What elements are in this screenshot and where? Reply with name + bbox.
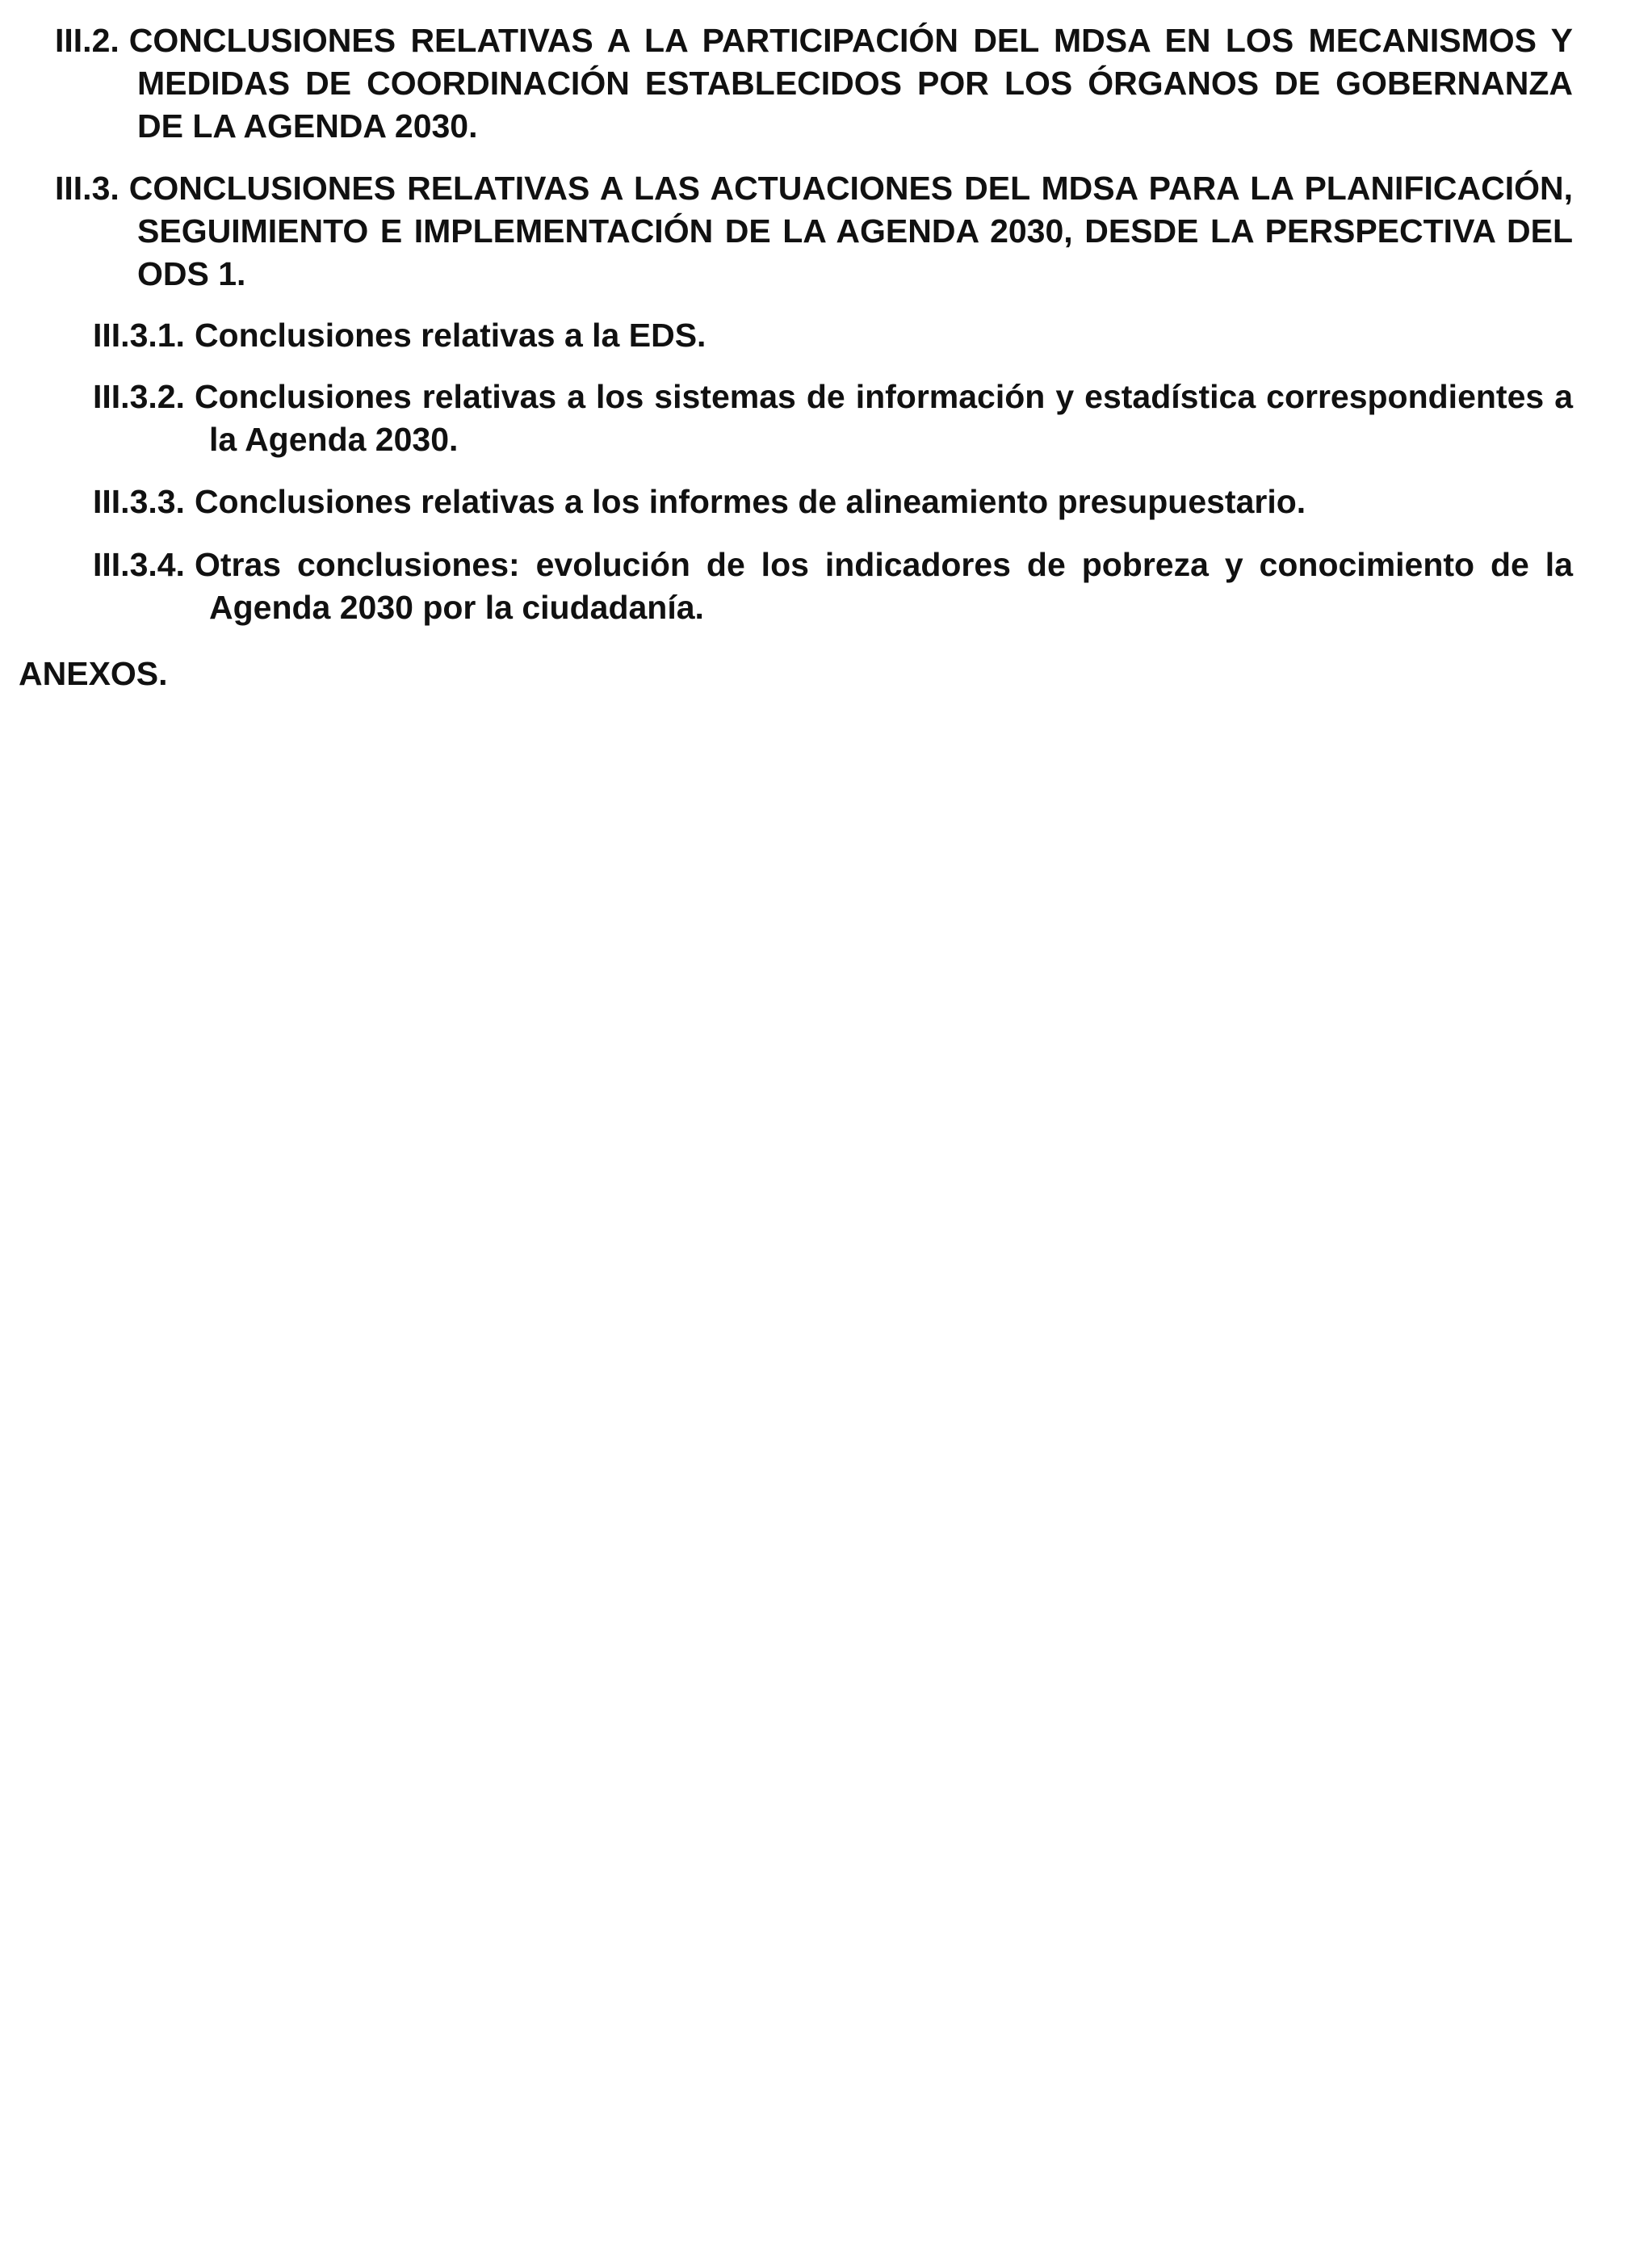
toc-item-iii-3-3 bbox=[93, 481, 1573, 523]
toc-item-iii-3 bbox=[55, 167, 1573, 296]
toc-item-text: CONCLUSIONES RELATIVAS A LAS ACTUACIONES DEL MDSA PARA LA PLANIFICACIÓN, SEGUIMIENTO E IMPLEMENTACIÓN DE LA AGENDA 2030, DESDE LA PERSPECTIVA DEL ODS 1. bbox=[128, 170, 1573, 292]
toc-item-text: Conclusiones relativas a la EDS. bbox=[194, 317, 707, 354]
toc-item-number: III.2. bbox=[55, 22, 119, 59]
toc-item-iii-2 bbox=[55, 19, 1573, 148]
toc-item-number: III.3. bbox=[55, 170, 119, 207]
toc-item-number: III.3.2. bbox=[93, 378, 185, 415]
toc-item-number: III.3.4. bbox=[93, 546, 185, 583]
toc-item-text: Conclusiones relativas a los informes de alineamiento presupuestario. bbox=[194, 483, 1306, 520]
toc-item-iii-3-1 bbox=[93, 314, 1573, 357]
toc-item-text: Conclusiones relativas a los sistemas de información y estadística correspondientes a la Agenda 2030. bbox=[194, 378, 1573, 458]
toc-item-iii-3-4 bbox=[93, 544, 1573, 629]
toc-item-number: III.3.3. bbox=[93, 483, 185, 520]
toc-item-text: CONCLUSIONES RELATIVAS A LA PARTICIPACIÓN DEL MDSA EN LOS MECANISMOS Y MEDIDAS DE COORDINACIÓN ESTABLECIDOS POR LOS ÓRGANOS DE GOBERNANZA DE LA AGENDA 2030. bbox=[128, 22, 1573, 145]
toc-item-text: Otras conclusiones: evolución de los indicadores de pobreza y conocimiento de la Agenda 2030 por la ciudadanía. bbox=[194, 546, 1573, 626]
toc-annexes: ANEXOS. bbox=[19, 655, 168, 692]
toc-item-number: III.3.1. bbox=[93, 317, 185, 354]
toc-item-iii-3-2 bbox=[93, 376, 1573, 461]
